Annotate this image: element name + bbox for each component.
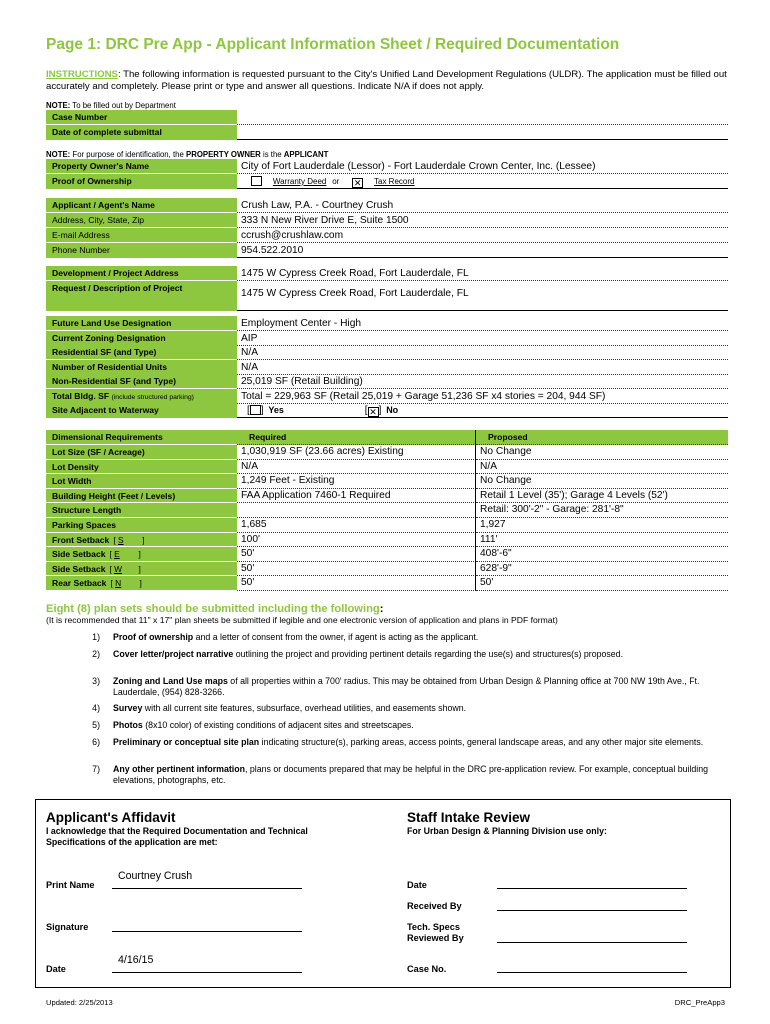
plan-item-text: Any other pertinent information, plans or documents prepared that may be helpful in the DRC pre-application review. For example, conceptual building elevations, photographs, etc. bbox=[113, 764, 709, 785]
zoning-label: Current Zoning Designation bbox=[46, 331, 237, 346]
page-title: Page 1: DRC Pre App - Applicant Information Sheet / Required Documentation bbox=[46, 36, 620, 53]
owner-note: NOTE: For purpose of identification, the PROPERTY OWNER is the APPLICANT bbox=[46, 150, 329, 159]
received-by-label: Received By bbox=[407, 901, 462, 911]
total-bldg-sf-label: Total Bldg. SF (include structured parking) bbox=[46, 389, 237, 404]
dim-row-label: Lot Size (SF / Acreage) bbox=[46, 445, 237, 460]
dim-row-required[interactable]: 50' bbox=[237, 547, 476, 562]
plan-item-number: 2) bbox=[92, 649, 100, 659]
dim-row-proposed[interactable]: 408'-6" bbox=[476, 547, 728, 562]
applicant-phone-label: Phone Number bbox=[46, 243, 237, 258]
plan-item-number: 6) bbox=[92, 737, 100, 747]
plan-item-number: 7) bbox=[92, 764, 100, 774]
setback-direction: [ W ] bbox=[109, 563, 141, 574]
dim-row-proposed[interactable]: Retail: 300'-2" - Garage: 281'-8" bbox=[476, 503, 728, 518]
project-address-field[interactable]: 1475 W Cypress Creek Road, Fort Lauderdale, FL bbox=[237, 266, 728, 281]
or-label: or bbox=[332, 177, 340, 186]
dim-row-required[interactable]: N/A bbox=[237, 460, 476, 475]
dim-row-label: Rear Setback [ N ] bbox=[46, 576, 237, 591]
dim-row-proposed[interactable]: No Change bbox=[476, 474, 728, 489]
warranty-deed-checkbox[interactable] bbox=[251, 176, 262, 186]
case-number-label: Case Number bbox=[46, 110, 237, 125]
staff-date-label: Date bbox=[407, 880, 427, 890]
setback-direction: [ S ] bbox=[113, 534, 145, 545]
instructions-label: INSTRUCTIONS bbox=[46, 69, 118, 80]
applicant-phone-field[interactable]: 954.522.2010 bbox=[237, 243, 728, 258]
case-no-label: Case No. bbox=[407, 964, 447, 974]
dim-row-required[interactable]: 50' bbox=[237, 576, 476, 591]
dim-row-proposed[interactable]: No Change bbox=[476, 445, 728, 460]
total-bldg-sf-note: (include structured parking) bbox=[111, 394, 194, 401]
owner-name-field[interactable]: City of Fort Lauderdale (Lessor) - Fort Lauderdale Crown Center, Inc. (Lessee) bbox=[237, 159, 728, 174]
plan-item-number: 4) bbox=[92, 703, 100, 713]
dim-row-proposed[interactable]: 1,927 bbox=[476, 518, 728, 533]
dim-row-proposed[interactable]: Retail 1 Level (35'); Garage 4 Levels (52') bbox=[476, 489, 728, 504]
non-residential-sf-field[interactable]: 25,019 SF (Retail Building) bbox=[237, 374, 728, 389]
case-no-line[interactable] bbox=[497, 972, 687, 973]
dim-row-required[interactable]: 1,249 Feet - Existing bbox=[237, 474, 476, 489]
staff-review-title: Staff Intake Review bbox=[407, 810, 531, 825]
applicant-email-label: E-mail Address bbox=[46, 228, 237, 243]
affidavit-date-line bbox=[112, 972, 302, 973]
plan-item-text: Preliminary or conceptual site plan indicating structure(s), parking areas, access points, general landscape areas, and any other major site elements. bbox=[113, 737, 704, 747]
dim-row-label: Lot Width bbox=[46, 474, 237, 489]
date-submittal-field[interactable] bbox=[237, 125, 728, 140]
date-submittal-label: Date of complete submittal bbox=[46, 125, 237, 140]
case-number-field[interactable] bbox=[237, 110, 728, 125]
plan-item-text: Photos (8x10 color) of existing conditions of adjacent sites and streetscapes. bbox=[113, 720, 414, 730]
staff-date-line[interactable] bbox=[497, 888, 687, 889]
plan-item-text: Cover letter/project narrative outlining the project and providing pertinent details regarding the use(s) and structures(s) proposed. bbox=[113, 649, 624, 659]
project-address-label: Development / Project Address bbox=[46, 266, 237, 281]
waterway-yes-checkbox[interactable] bbox=[250, 405, 261, 415]
tax-record-label: Tax Record bbox=[374, 177, 415, 186]
applicant-email-field[interactable]: ccrush@crushlaw.com bbox=[237, 228, 728, 243]
applicant-name-label: Applicant / Agent's Name bbox=[46, 198, 237, 213]
owner-name-label: Property Owner's Name bbox=[46, 159, 237, 174]
updated-date: Updated: 2/25/2013 bbox=[46, 998, 113, 1007]
non-residential-sf-label: Non-Residential SF (and Type) bbox=[46, 374, 237, 389]
dim-row-proposed[interactable]: N/A bbox=[476, 460, 728, 475]
proof-ownership-label: Proof of Ownership bbox=[46, 174, 237, 189]
applicant-address-label: Address, City, State, Zip bbox=[46, 213, 237, 228]
applicant-name-field[interactable]: Crush Law, P.A. - Courtney Crush bbox=[237, 198, 728, 213]
instructions-text: : The following information is requested pursuant to the City's Unified Land Development Regulations (ULDR). The application must be filled out accurately and completely. Please print or type and answer all questions. Indicate N/A if does not apply. bbox=[46, 69, 727, 92]
signature-label: Signature bbox=[46, 922, 89, 932]
plan-item-number: 3) bbox=[92, 676, 100, 686]
land-use-field[interactable]: Employment Center - High bbox=[237, 316, 728, 331]
affidavit-date-value[interactable]: 4/16/15 bbox=[118, 954, 154, 966]
received-by-line[interactable] bbox=[497, 910, 687, 911]
dim-row-label: Structure Length bbox=[46, 503, 237, 518]
waterway-yes-label: Yes bbox=[268, 405, 284, 415]
residential-sf-field[interactable]: N/A bbox=[237, 345, 728, 360]
dim-row-label: Side Setback [ E ] bbox=[46, 547, 237, 562]
waterway-label: Site Adjacent to Waterway bbox=[46, 403, 237, 418]
zoning-field[interactable]: AIP bbox=[237, 331, 728, 346]
total-bldg-sf-field[interactable]: Total = 229,963 SF (Retail 25,019 + Garage 51,236 SF x4 stories = 204, 944 SF) bbox=[237, 389, 728, 404]
residential-units-label: Number of Residential Units bbox=[46, 360, 237, 375]
affidavit-title: Applicant's Affidavit bbox=[46, 810, 176, 825]
setback-direction: [ E ] bbox=[109, 549, 141, 560]
dim-row-label: Front Setback [ S ] bbox=[46, 533, 237, 548]
required-header: Required bbox=[237, 430, 476, 445]
affidavit-text: I acknowledge that the Required Documentation and Technical Specifications of the application are met: bbox=[46, 826, 308, 847]
signature-line[interactable] bbox=[112, 931, 302, 932]
plan-item-number: 1) bbox=[92, 632, 100, 642]
dim-row-label: Building Height (Feet / Levels) bbox=[46, 489, 237, 504]
tech-specs-line[interactable] bbox=[497, 942, 687, 943]
residential-units-field[interactable]: N/A bbox=[237, 360, 728, 375]
residential-sf-label: Residential SF (and Type) bbox=[46, 345, 237, 360]
print-name-line bbox=[112, 888, 302, 889]
instructions bbox=[46, 69, 728, 92]
dim-row-required[interactable]: 1,030,919 SF (23.66 acres) Existing bbox=[237, 445, 476, 460]
tech-specs-label: Tech. Specs Reviewed By bbox=[407, 922, 464, 943]
plan-sets-title: Eight (8) plan sets should be submitted including the following: bbox=[46, 603, 384, 615]
form-code: DRC_PreApp3 bbox=[674, 998, 725, 1007]
warranty-deed-label: Warranty Deed bbox=[272, 177, 327, 186]
land-use-label: Future Land Use Designation bbox=[46, 316, 237, 331]
dim-row-required[interactable] bbox=[237, 503, 476, 518]
project-description-field[interactable]: 1475 W Cypress Creek Road, Fort Lauderdale, FL bbox=[237, 281, 728, 311]
dim-row-label: Parking Spaces bbox=[46, 518, 237, 533]
plan-item-number: 5) bbox=[92, 720, 100, 730]
project-description-label: Request / Description of Project bbox=[46, 281, 237, 311]
dimensional-header: Dimensional Requirements bbox=[46, 430, 237, 445]
waterway-no-label: No bbox=[386, 405, 399, 415]
print-name-value[interactable]: Courtney Crush bbox=[118, 870, 193, 882]
proposed-header: Proposed bbox=[476, 430, 728, 445]
dim-row-required[interactable]: FAA Application 7460-1 Required bbox=[237, 489, 476, 504]
print-name-label: Print Name bbox=[46, 880, 95, 890]
staff-review-text: For Urban Design & Planning Division use only: bbox=[407, 826, 607, 836]
dim-row-required[interactable]: 100' bbox=[237, 533, 476, 548]
plan-item-text: Survey with all current site features, subsurface, overhead utilities, and easements shown. bbox=[113, 703, 467, 713]
dim-row-proposed[interactable]: 111' bbox=[476, 533, 728, 548]
dim-row-proposed[interactable]: 628'-9" bbox=[476, 562, 728, 577]
dim-row-required[interactable]: 1,685 bbox=[237, 518, 476, 533]
tax-record-checkbox[interactable]: ✕ bbox=[353, 178, 362, 188]
plan-sets-subtitle: (It is recommended that 11" x 17" plan sheets be submitted if legible and one electronic version of application and plans in PDF format) bbox=[46, 615, 558, 625]
dim-row-label: Lot Density bbox=[46, 460, 237, 475]
dim-row-required[interactable]: 50' bbox=[237, 562, 476, 577]
waterway-no-checkbox[interactable]: ✕ bbox=[369, 407, 377, 417]
affidavit-date-label: Date bbox=[46, 964, 66, 974]
plan-item-text: Zoning and Land Use maps of all properties within a 700' radius. This may be obtained from Urban Design & Planning office at 700 NW 19th Ave., Ft. Lauderdale, (954) 828-3266. bbox=[113, 676, 700, 697]
dim-row-proposed[interactable]: 50' bbox=[476, 576, 728, 591]
waterway-field: [ ] Yes [ ✕ ] No bbox=[237, 403, 728, 418]
applicant-address-field[interactable]: 333 N New River Drive E, Suite 1500 bbox=[237, 213, 728, 228]
dim-row-label: Side Setback [ W ] bbox=[46, 562, 237, 577]
department-note: NOTE: To be filled out by Department bbox=[46, 101, 176, 110]
proof-ownership-field bbox=[237, 174, 728, 189]
setback-direction: [ N ] bbox=[110, 578, 142, 589]
plan-item-text: Proof of ownership and a letter of consent from the owner, if agent is acting as the applicant. bbox=[113, 632, 479, 642]
